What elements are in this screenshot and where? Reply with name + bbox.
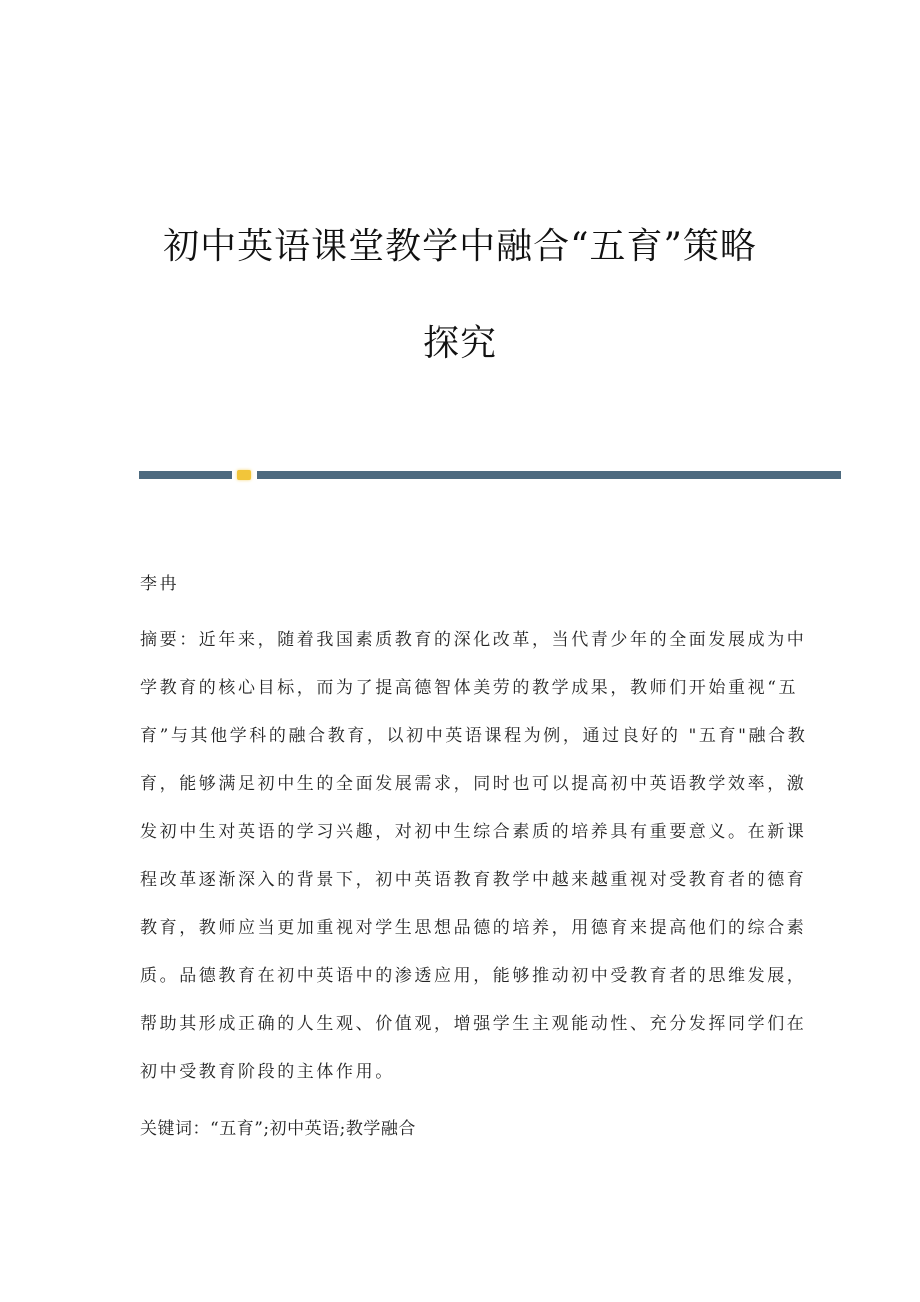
title-line-2: 探究 — [422, 323, 497, 364]
title-line-1: 初中英语课堂教学中融合“五育”策略 — [163, 226, 757, 267]
abstract-line: 摘要：近年来，随着我国素质教育的深化改革，当代青少年的全面发展成为中 — [140, 630, 807, 650]
abstract-line: 教育，教师应当更加重视对学生思想品德的培养，用德育来提高他们的综合素 — [140, 918, 807, 938]
title-divider — [139, 471, 841, 479]
abstract-line: 学教育的核心目标，而为了提高德智体美劳的教学成果，教师们开始重视“五 — [140, 678, 799, 698]
abstract-line: 质。品德教育在初中英语中的渗透应用，能够推动初中受教育者的思维发展， — [140, 966, 807, 986]
abstract-line: 帮助其形成正确的人生观、价值观，增强学生主观能动性、充分发挥同学们在 — [140, 1014, 807, 1034]
divider-bar-right — [257, 471, 841, 479]
abstract-line: 育，能够满足初中生的全面发展需求，同时也可以提高初中英语教学效率，激 — [140, 774, 807, 794]
divider-bar-left — [139, 471, 232, 479]
keywords: 关键词：“五育”;初中英语;教学融合 — [140, 1119, 416, 1139]
abstract-line: 程改革逐渐深入的背景下，初中英语教育教学中越来越重视对受教育者的德育 — [140, 870, 807, 890]
abstract-line: 初中受教育阶段的主体作用。 — [140, 1062, 395, 1082]
abstract-line: 发初中生对英语的学习兴趣，对初中生综合素质的培养具有重要意义。在新课 — [140, 822, 807, 842]
author: 李冉 — [140, 574, 180, 594]
abstract-line: 育”与其他学科的融合教育，以初中英语课程为例，通过良好的 "五育"融合教 — [140, 726, 808, 746]
envelope-icon — [237, 470, 251, 480]
